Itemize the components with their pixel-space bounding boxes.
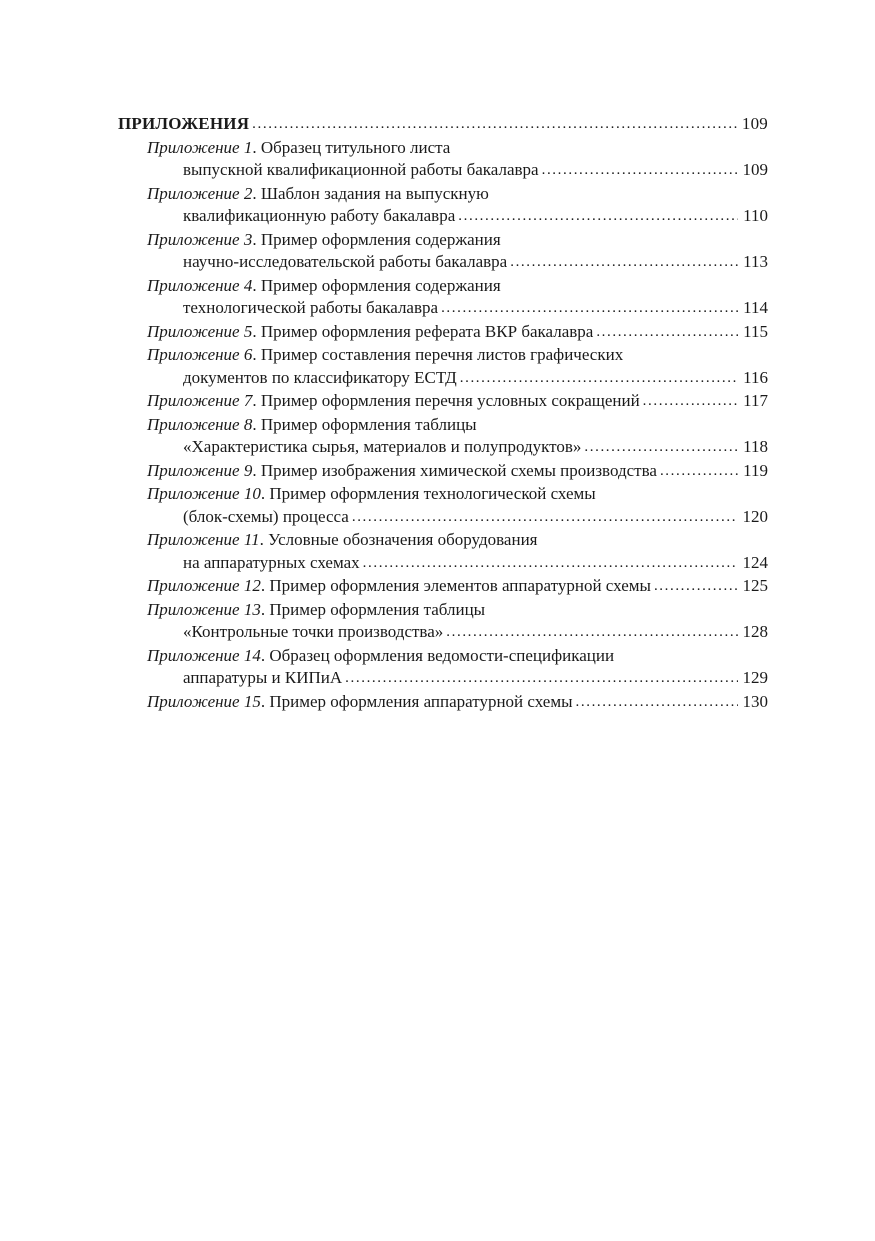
dot-leader — [576, 690, 738, 714]
toc-entry[interactable] — [118, 575, 768, 599]
entry-title-line1: . Образец оформления ведомости-спецификации — [260, 645, 615, 665]
toc-entry-first-line — [118, 645, 768, 668]
toc-entry[interactable] — [118, 137, 768, 183]
toc-entry-first-line — [118, 344, 768, 367]
dot-leader — [252, 112, 738, 136]
page-number: 128 — [742, 622, 768, 641]
entry-title-line1: . Пример оформления технологической схемы — [260, 484, 596, 503]
dot-leader — [654, 574, 738, 598]
appendix-label: Приложение 8 — [147, 414, 253, 434]
toc-entry-second-line — [118, 205, 768, 229]
page-number: 110 — [743, 206, 768, 225]
page-number: 125 — [742, 576, 768, 595]
dot-leader — [345, 666, 738, 690]
dot-leader — [542, 158, 738, 182]
toc-entry-first-line — [118, 529, 768, 552]
entry-title-line1: . Пример оформления аппаратурной схемы — [260, 691, 573, 711]
toc-entry-second-line — [118, 506, 768, 530]
entry-title-line2: на аппаратурных схемах — [183, 552, 360, 572]
entry-title-line2: «Контрольные точки производства» — [183, 622, 444, 641]
entry-title-line2: (блок-схемы) процесса — [183, 506, 349, 526]
appendix-label: Приложение 13 — [147, 599, 261, 619]
entry-title-line1: . Пример оформления таблицы — [260, 599, 486, 619]
entry-title-line1: . Пример изображения химической схемы производства — [252, 460, 657, 480]
toc-entry-first-line — [118, 460, 768, 484]
entry-title-line1: . Условные обозначения оборудования — [259, 530, 538, 549]
dot-leader — [460, 366, 738, 390]
dot-leader — [446, 620, 738, 644]
entry-title-line2: выпускной квалификационной работы бакалавра — [183, 160, 539, 179]
appendix-label: Приложение 2 — [147, 183, 253, 203]
appendix-label: Приложение 10 — [147, 484, 261, 503]
appendix-label: Приложение 5 — [147, 321, 253, 341]
entry-title-line1: . Пример оформления реферата ВКР бакалавра — [252, 321, 594, 341]
toc-entry[interactable] — [118, 599, 768, 645]
appendix-label: Приложение 7 — [147, 391, 253, 410]
page-number: 113 — [743, 252, 768, 271]
page-number: 109 — [741, 114, 768, 133]
appendix-label: Приложение 11 — [147, 530, 260, 549]
toc-heading-row[interactable] — [118, 113, 768, 137]
toc-entry[interactable] — [118, 460, 768, 484]
toc-entry-first-line — [118, 137, 768, 160]
dot-leader — [458, 204, 738, 228]
entry-title-line2: документов по классификатору ЕСТД — [183, 367, 457, 387]
appendix-label: Приложение 14 — [147, 645, 261, 665]
page-number: 130 — [742, 691, 768, 711]
toc-entry-second-line — [118, 667, 768, 691]
toc-entry[interactable] — [118, 529, 768, 575]
toc-entry[interactable] — [118, 275, 768, 321]
page-number: 124 — [742, 552, 768, 572]
toc-entry[interactable] — [118, 414, 768, 460]
toc-entry-first-line — [118, 599, 768, 622]
toc-entry-first-line — [118, 691, 768, 715]
appendix-label: Приложение 4 — [147, 275, 253, 295]
appendix-label: Приложение 3 — [147, 229, 253, 249]
page-number: 115 — [743, 321, 768, 341]
page-number: 117 — [743, 391, 768, 410]
toc-entry[interactable] — [118, 183, 768, 229]
dot-leader — [510, 250, 738, 274]
entry-title-line1: . Пример оформления содержания — [252, 229, 501, 249]
entry-title-line1: . Пример оформления перечня условных сокращений — [252, 391, 640, 410]
toc-entry-first-line — [118, 390, 768, 414]
appendix-label: Приложение 6 — [147, 345, 253, 364]
appendix-label: Приложение 15 — [147, 691, 261, 711]
page-number: 109 — [742, 160, 768, 179]
dot-leader — [643, 389, 738, 413]
entry-title-line1: . Пример оформления таблицы — [252, 414, 477, 434]
entry-title-line1: . Образец титульного листа — [252, 137, 451, 157]
toc-entry-second-line — [118, 159, 768, 183]
toc-entries — [118, 137, 768, 715]
entry-title-line1: . Пример составления перечня листов графических — [252, 345, 624, 364]
toc-entry[interactable] — [118, 229, 768, 275]
entry-title-line2: квалификационную работу бакалавра — [183, 206, 456, 225]
dot-leader — [352, 505, 738, 529]
toc-entry-second-line — [118, 367, 768, 391]
entry-title-line1: . Пример оформления элементов аппаратурной схемы — [260, 576, 651, 595]
toc-entry-first-line — [118, 321, 768, 345]
entry-title-line2: технологической работы бакалавра — [183, 298, 439, 317]
toc-entry-second-line — [118, 436, 768, 460]
page-number: 116 — [743, 367, 768, 387]
toc-entry-second-line — [118, 251, 768, 275]
toc-entry-second-line — [118, 297, 768, 321]
toc-entry-first-line — [118, 414, 768, 437]
dot-leader — [660, 459, 738, 483]
appendix-label: Приложение 1 — [147, 137, 253, 157]
entry-title-line1: . Шаблон задания на выпускную — [252, 183, 489, 203]
entry-title-line2: «Характеристика сырья, материалов и полупродуктов» — [183, 437, 582, 456]
toc-entry-second-line — [118, 552, 768, 576]
dot-leader — [584, 435, 738, 459]
page-number: 119 — [743, 460, 768, 480]
dot-leader — [441, 296, 738, 320]
toc-entry-second-line — [118, 621, 768, 645]
table-of-contents — [118, 113, 768, 714]
appendix-label: Приложение 9 — [147, 460, 253, 480]
toc-entry[interactable] — [118, 344, 768, 390]
toc-entry[interactable] — [118, 390, 768, 414]
toc-entry[interactable] — [118, 645, 768, 691]
toc-entry-first-line — [118, 183, 768, 206]
toc-heading-title: ПРИЛОЖЕНИЯ — [118, 114, 250, 133]
entry-title-line2: научно-исследовательской работы бакалавра — [183, 252, 508, 271]
toc-entry[interactable] — [118, 691, 768, 715]
page-number: 129 — [742, 668, 768, 687]
entry-title-line1: . Пример оформления содержания — [252, 275, 501, 295]
toc-entry-first-line — [118, 575, 768, 599]
page-number: 120 — [742, 506, 768, 526]
dot-leader — [596, 320, 738, 344]
page-number: 114 — [743, 298, 768, 317]
toc-entry-first-line — [118, 275, 768, 298]
toc-entry[interactable] — [118, 483, 768, 529]
dot-leader — [363, 551, 738, 575]
toc-entry-first-line — [118, 483, 768, 506]
toc-entry[interactable] — [118, 321, 768, 345]
toc-entry-first-line — [118, 229, 768, 252]
appendix-label: Приложение 12 — [147, 576, 261, 595]
page-number: 118 — [743, 437, 768, 456]
entry-title-line2: аппаратуры и КИПиА — [183, 668, 343, 687]
